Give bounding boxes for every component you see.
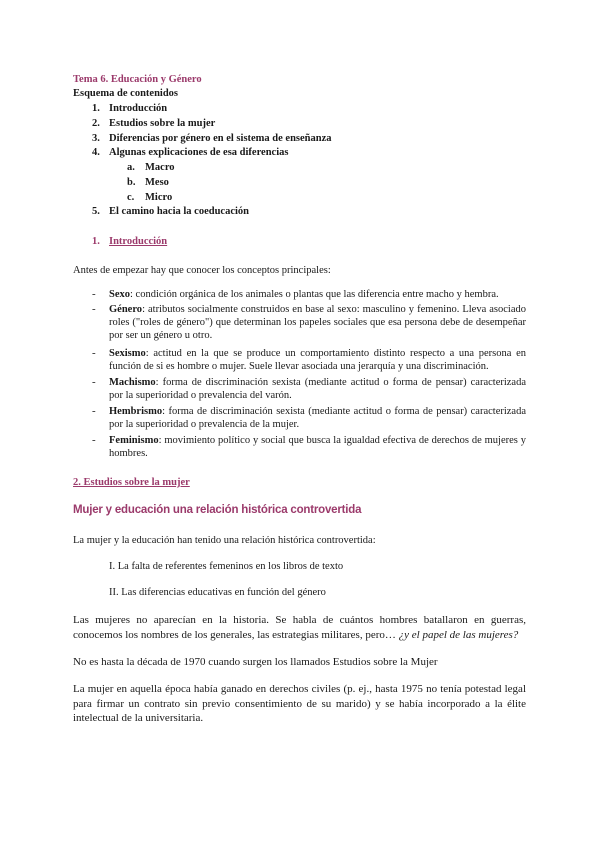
term: Género — [109, 304, 143, 315]
definition-text: : actitud en la que se produce un comportamiento distinto respecto a una persona en función de si es hombre o mujer. Suele llevar asociada una jerarquía y una discriminación. — [109, 348, 526, 372]
outline-item: Algunas explicaciones de esa diferencias — [109, 147, 289, 158]
outline-num: 4. — [92, 147, 100, 158]
section2-paragraph-2 — [73, 613, 526, 642]
definition-genero — [109, 303, 526, 342]
section2-subheading: Mujer y educación una relación histórica controvertida — [73, 504, 362, 516]
term: Sexo — [109, 289, 130, 300]
term: Sexismo — [109, 348, 146, 359]
term: Machismo — [109, 377, 156, 388]
section1-num: 1. — [92, 236, 100, 247]
term: Feminismo — [109, 435, 159, 446]
dash-bullet: - — [92, 303, 96, 315]
outline-item: Introducción — [109, 103, 168, 114]
outline-subitem: Macro — [145, 162, 175, 173]
outline-item: El camino hacia la coeducación — [109, 206, 249, 217]
outline-num: 5. — [92, 206, 100, 217]
outline-item: Estudios sobre la mujer — [109, 118, 216, 129]
italic-question: ¿y el papel de las mujeres? — [398, 628, 519, 641]
dash-bullet: - — [92, 376, 96, 388]
outline-subnum: b. — [127, 177, 136, 188]
definition-text: : forma de discriminación sexista (mediante actitud o forma de pensar) caracterizada por la superioridad o prevalencia de la mujer. — [109, 406, 526, 430]
doc-title: Tema 6. Educación y Género — [73, 74, 202, 85]
dash-bullet: - — [92, 347, 96, 359]
definition-machismo — [109, 376, 526, 402]
term: Hembrismo — [109, 406, 163, 417]
definition-sexismo — [109, 347, 526, 373]
section1-intro: Antes de empezar hay que conocer los conceptos principales: — [73, 265, 331, 276]
paragraph-text: Las mujeres no aparecían en la historia. Se habla de cuántos hombres batallaron en guerras, conocemos los nombres de los generales, las estrategias militares, pero… — [73, 614, 526, 641]
section2-item-1: I. La falta de referentes femeninos en los libros de texto — [109, 561, 344, 572]
outline-num: 1. — [92, 103, 100, 114]
definition-text: : forma de discriminación sexista (mediante actitud o forma de pensar) caracterizada por la superioridad o prevalencia del varón. — [109, 377, 526, 401]
dash-bullet: - — [92, 405, 96, 417]
definition-hembrismo — [109, 405, 526, 431]
section1-heading: Introducción — [109, 236, 168, 247]
section2-heading: 2. Estudios sobre la mujer — [73, 477, 190, 488]
section2-item-2: II. Las diferencias educativas en función del género — [109, 587, 326, 598]
outline-item: Diferencias por género en el sistema de enseñanza — [109, 133, 332, 144]
section2-paragraph-1: La mujer y la educación han tenido una relación histórica controvertida: — [73, 535, 376, 546]
outline-num: 3. — [92, 133, 100, 144]
definition-text: : movimiento político y social que busca la igualdad efectiva de derechos de mujeres y hombres. — [109, 435, 526, 459]
outline-subitem: Meso — [145, 177, 169, 188]
outline-subnum: c. — [127, 192, 135, 203]
definition-text: : atributos socialmente construidos en base al sexo: masculino y femenino. Lleva asociado roles ("roles de género") que determinan los papeles sociales que esa persona debe de desempeñar por ser un género u otro. — [109, 304, 526, 341]
section2-paragraph-3: No es hasta la década de 1970 cuando surgen los llamados Estudios sobre la Mujer — [73, 656, 438, 668]
definition-feminismo — [109, 434, 526, 460]
outline-subnum: a. — [127, 162, 135, 173]
section2-paragraph-4: La mujer en aquella época había ganado en derechos civiles (p. ej., hasta 1975 no tenía potestad legal para firmar un contrato sin previo consentimiento de su marido) y se había incorporado a la élite intelectual de la universitaria. — [73, 683, 526, 724]
outline-subitem: Micro — [145, 192, 173, 203]
outline-num: 2. — [92, 118, 100, 129]
definition-text: : condición orgánica de los animales o plantas que las diferencia entre macho y hembra. — [130, 289, 499, 300]
dash-bullet: - — [92, 434, 96, 446]
definition-sexo — [109, 288, 526, 301]
dash-bullet: - — [92, 288, 96, 300]
outline-heading: Esquema de contenidos — [73, 88, 179, 99]
